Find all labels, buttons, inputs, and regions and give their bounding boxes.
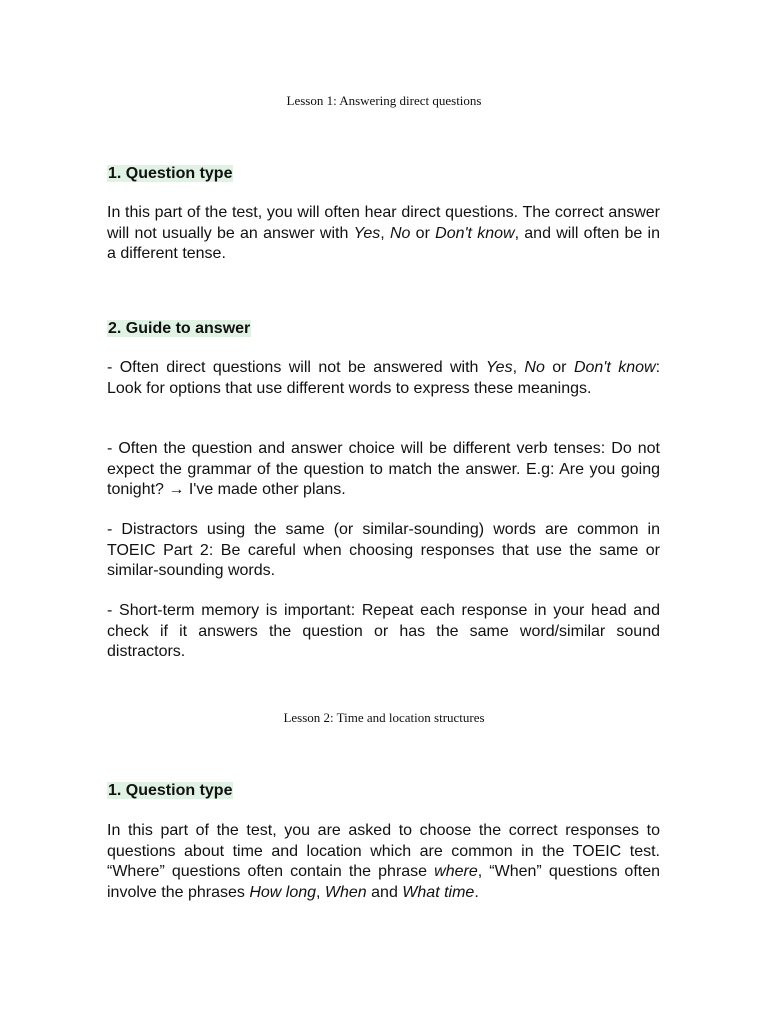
guide-bullet-1: [107, 358, 660, 399]
text-run: ,: [380, 224, 390, 242]
italic-yes: Yes: [485, 359, 513, 376]
text-run: , “When” questions often involve the phrases: [107, 863, 661, 901]
lesson-2-question-type-paragraph: [107, 821, 660, 903]
text-run: or: [544, 359, 574, 376]
italic-no: No: [389, 224, 411, 242]
lesson-2-section-1-heading: [107, 780, 233, 802]
lesson-1-section-1-heading: [107, 163, 233, 185]
section-heading-highlight: 2. Guide to answer: [108, 320, 251, 337]
guide-bullet-2: - Often the question and answer choice will be different verb tenses: Do not expect the grammar of the question to match the answer. E.g: Are you going tonight? → I've made other plans.: [107, 440, 660, 498]
lesson-2-title: Lesson 2: Time and location structures: [283, 710, 485, 725]
text-run: ,: [316, 883, 325, 901]
italic-how-long: How long: [249, 883, 317, 901]
guide-bullet-4: - Short-term memory is important: Repeat each response in your head and check if it answers the question or has the same word/similar sound distractors.: [107, 602, 660, 660]
italic-where: where: [434, 863, 478, 880]
text-run: and: [366, 883, 403, 901]
italic-no: No: [524, 359, 545, 376]
section-heading-highlight: 1. Question type: [108, 782, 233, 799]
text-run: - Often direct questions will not be answered with: [107, 359, 486, 376]
italic-yes: Yes: [353, 224, 381, 242]
text-run: ,: [512, 359, 525, 376]
text-run: , and will often be in a different tense.: [107, 224, 660, 262]
italic-dont-know: Don't know: [435, 224, 515, 242]
text-run: In this part of the test, you are asked to choose the correct responses to questions about time and location which are common in the TOEIC test. “Where” questions often contain the phrase: [107, 822, 660, 880]
text-run: : Look for options that use different words to express these meanings.: [107, 359, 661, 397]
section-heading-highlight: 1. Question type: [108, 165, 233, 182]
text-run: In this part of the test, you will often hear direct questions. The correct answer will not usually be an answer with: [107, 204, 660, 242]
lesson-1-section-2-heading: [107, 318, 251, 340]
italic-when: When: [324, 883, 367, 901]
italic-what-time: What time: [402, 883, 475, 901]
guide-bullet-3: - Distractors using the same (or similar-sounding) words are common in TOEIC Part 2: Be careful when choosing responses that use the same or similar-sounding words.: [107, 521, 660, 579]
text-run: or: [410, 224, 436, 242]
italic-dont-know: Don't know: [573, 359, 656, 376]
text-run: .: [474, 883, 479, 901]
lesson-1-question-type-paragraph: [107, 203, 660, 265]
lesson-1-title: Lesson 1: Answering direct questions: [286, 93, 482, 108]
